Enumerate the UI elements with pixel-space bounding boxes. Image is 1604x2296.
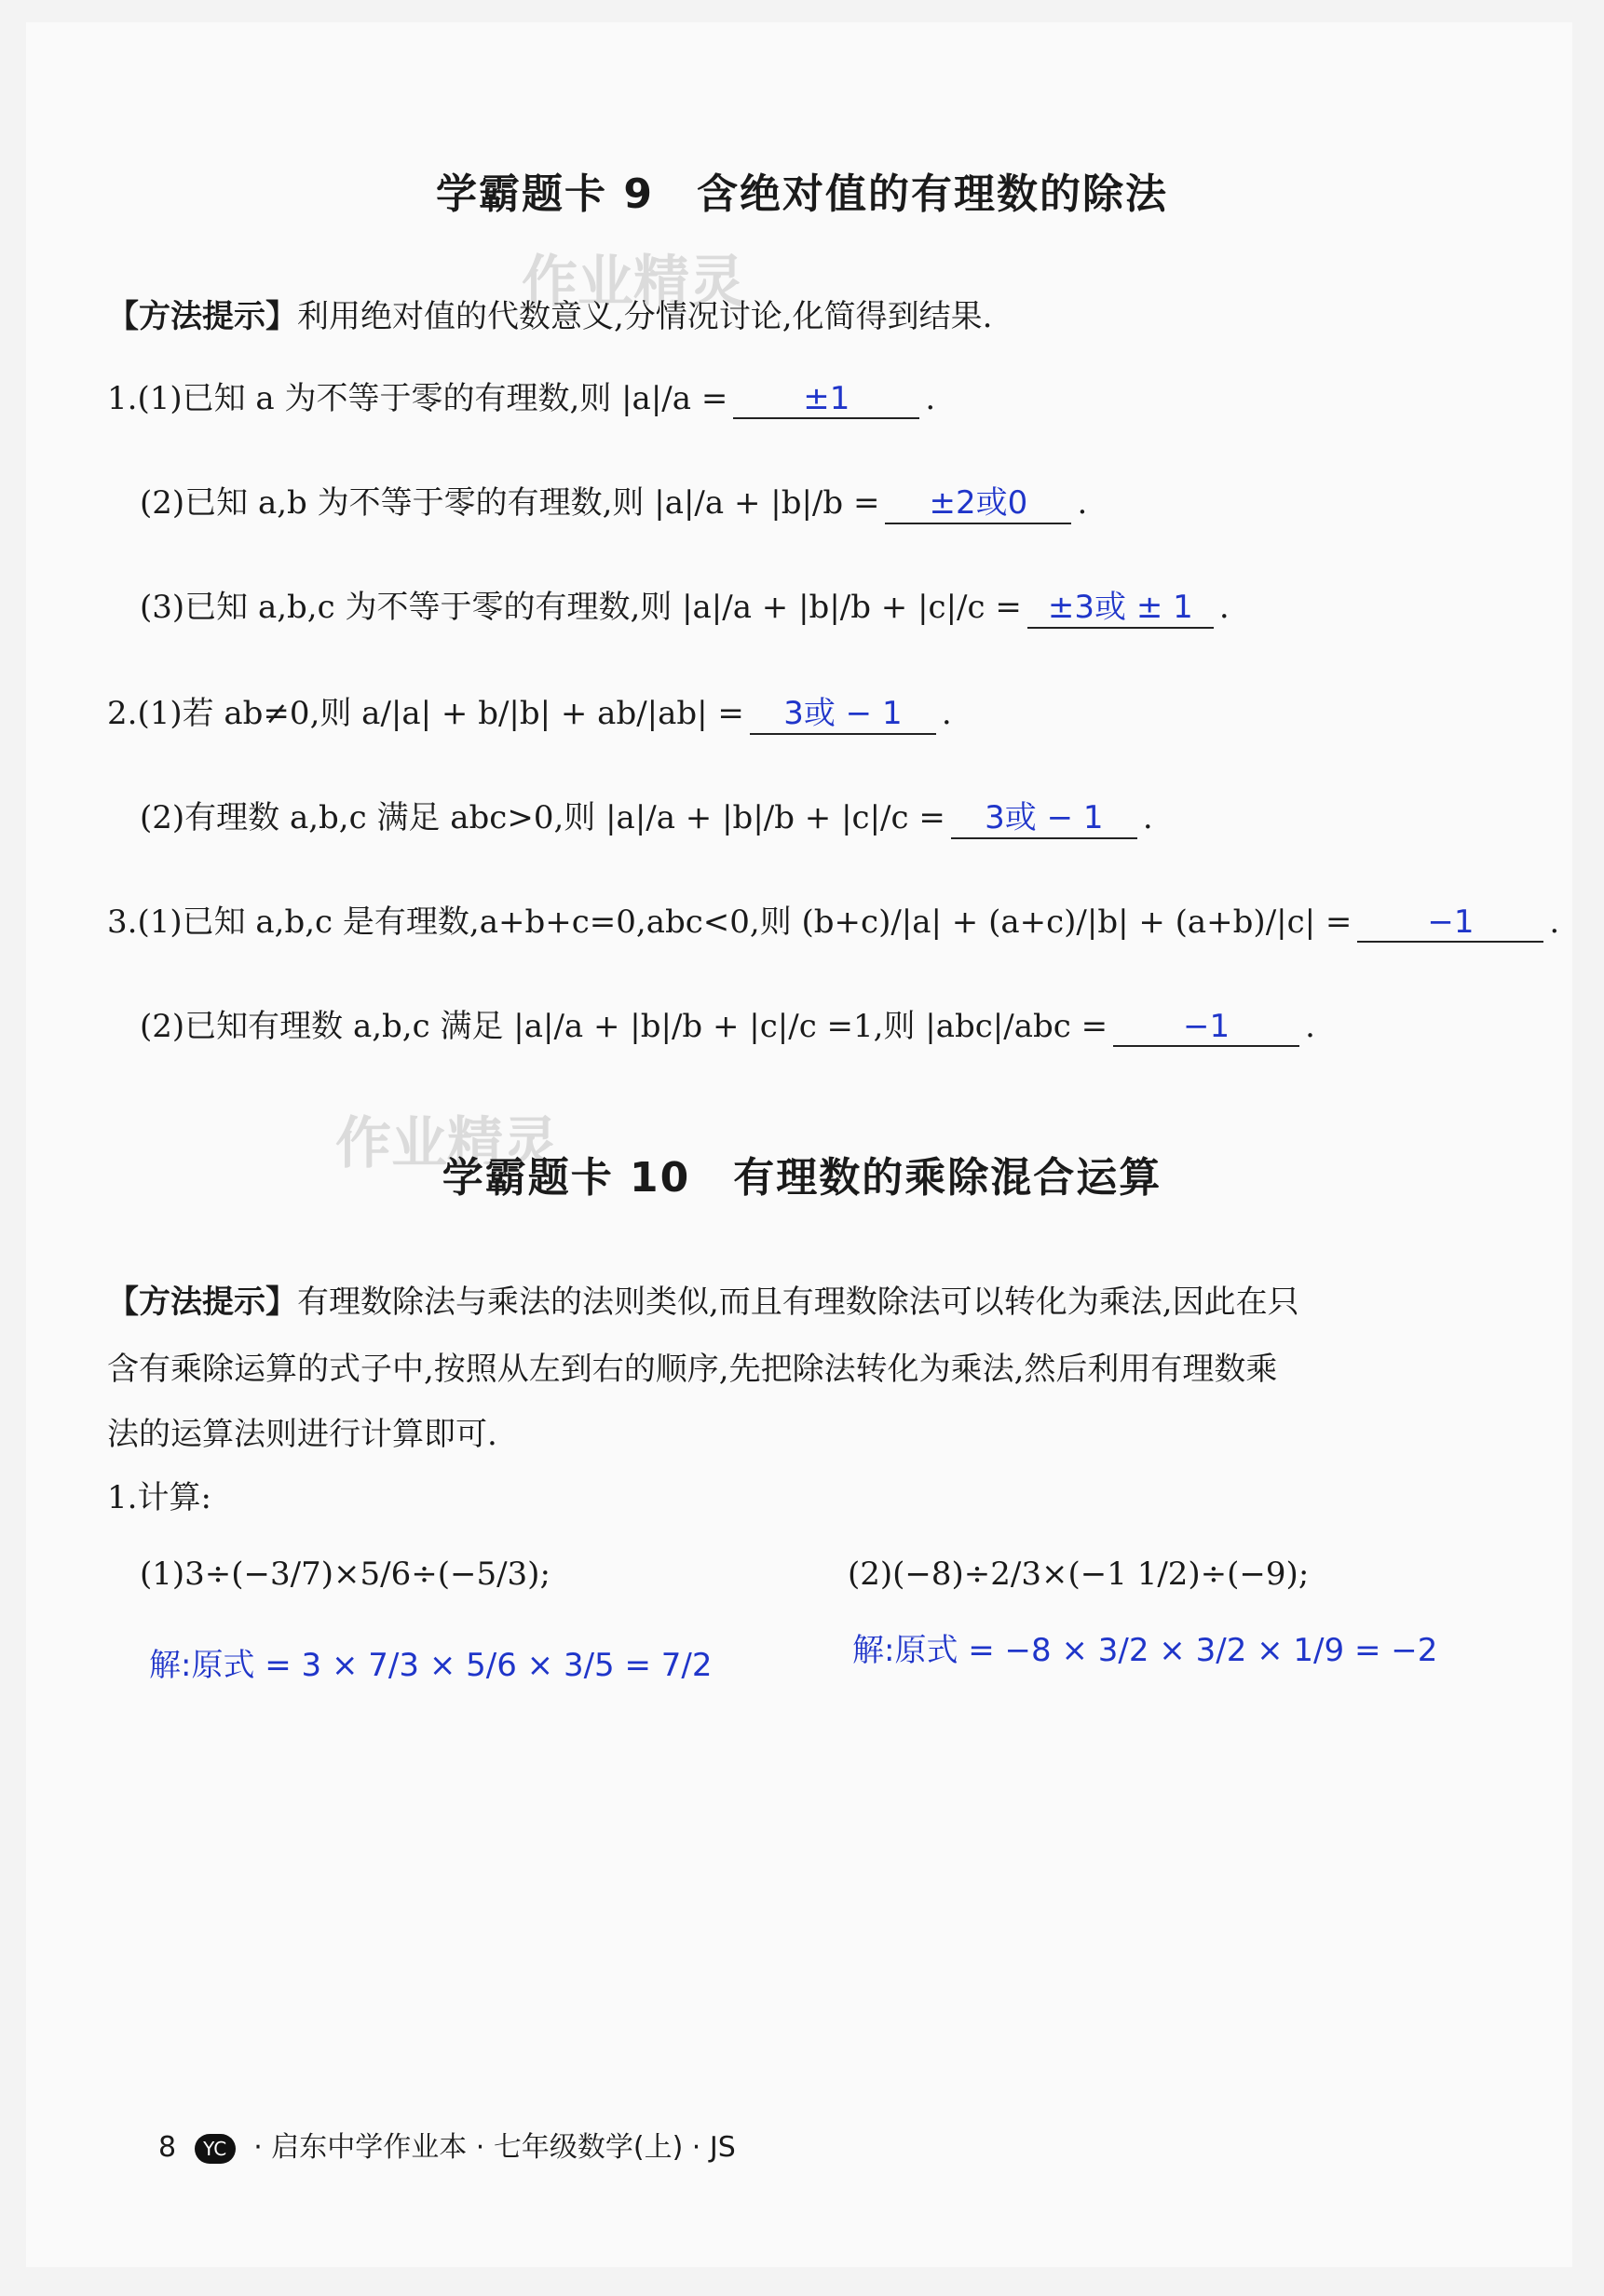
card10-hint-3: 法的运算法则进行计算即可. [107, 1416, 497, 1453]
card10-title: 学霸题卡 10 有理数的乘除混合运算 [442, 1154, 1162, 1202]
q3-2: (2)已知有理数 a,b,c 满足 |a|/a + |b|/b + |c|/c =1,则 |abc|/abc = −1 . [140, 1008, 1315, 1045]
card10-hint: 【方法提示】有理数除法与乘法的法则类似,而且有理数除法可以转化为乘法,因此在只 [107, 1284, 1299, 1321]
q1-1: 1.(1)已知 a 为不等于零的有理数,则 |a|/a = ±1 . [107, 380, 936, 417]
card9-hint: 【方法提示】利用绝对值的代数意义,分情况讨论,化简得到结果. [107, 298, 993, 335]
footer [158, 2124, 736, 2165]
footer-text: · 启东中学作业本 · 七年级数学(上) · JS [253, 2131, 736, 2164]
card9-title: 学霸题卡 9 含绝对值的有理数的除法 [436, 170, 1168, 218]
q1-2: (2)已知 a,b 为不等于零的有理数,则 |a|/a + |b|/b = ±2或0 . [140, 477, 1087, 524]
card10-hint-2: 含有乘除运算的式子中,按照从左到右的顺序,先把除法转化为乘法,然后利用有理数乘 [107, 1351, 1278, 1388]
q2-1: 2.(1)若 ab≠0,则 a/|a| + b/|b| + ab/|ab| = 3或 − 1 . [107, 687, 952, 735]
card10-p2: (2)(−8)÷2/3×(−1 1/2)÷(−9); [848, 1556, 1310, 1593]
q3-1: 3.(1)已知 a,b,c 是有理数,a+b+c=0,abc<0,则 (b+c)/|a| + (a+c)/|b| + (a+b)/|c| = −1 . [107, 903, 1560, 941]
watermark: 作业精灵 [335, 1111, 559, 1176]
page-number: 8 [158, 2131, 177, 2164]
card10-q1: 1.计算: [107, 1479, 211, 1516]
q2-2: (2)有理数 a,b,c 满足 abc>0,则 |a|/a + |b|/b + |c|/c = 3或 − 1 . [140, 792, 1153, 839]
watermark: 作业精灵 [522, 250, 745, 315]
card10-p1: (1)3÷(−3/7)×5/6÷(−5/3); [140, 1556, 551, 1593]
yc-logo-icon: YC [195, 2134, 236, 2164]
card10-p2-answer: 解:原式 = −8 × 3/2 × 3/2 × 1/9 = −2 [852, 1632, 1438, 1669]
card10-p1-answer: 解:原式 = 3 × 7/3 × 5/6 × 3/5 = 7/2 [149, 1647, 713, 1684]
q1-3: (3)已知 a,b,c 为不等于零的有理数,则 |a|/a + |b|/b + |c|/c = ±3或 ± 1 . [140, 581, 1230, 629]
